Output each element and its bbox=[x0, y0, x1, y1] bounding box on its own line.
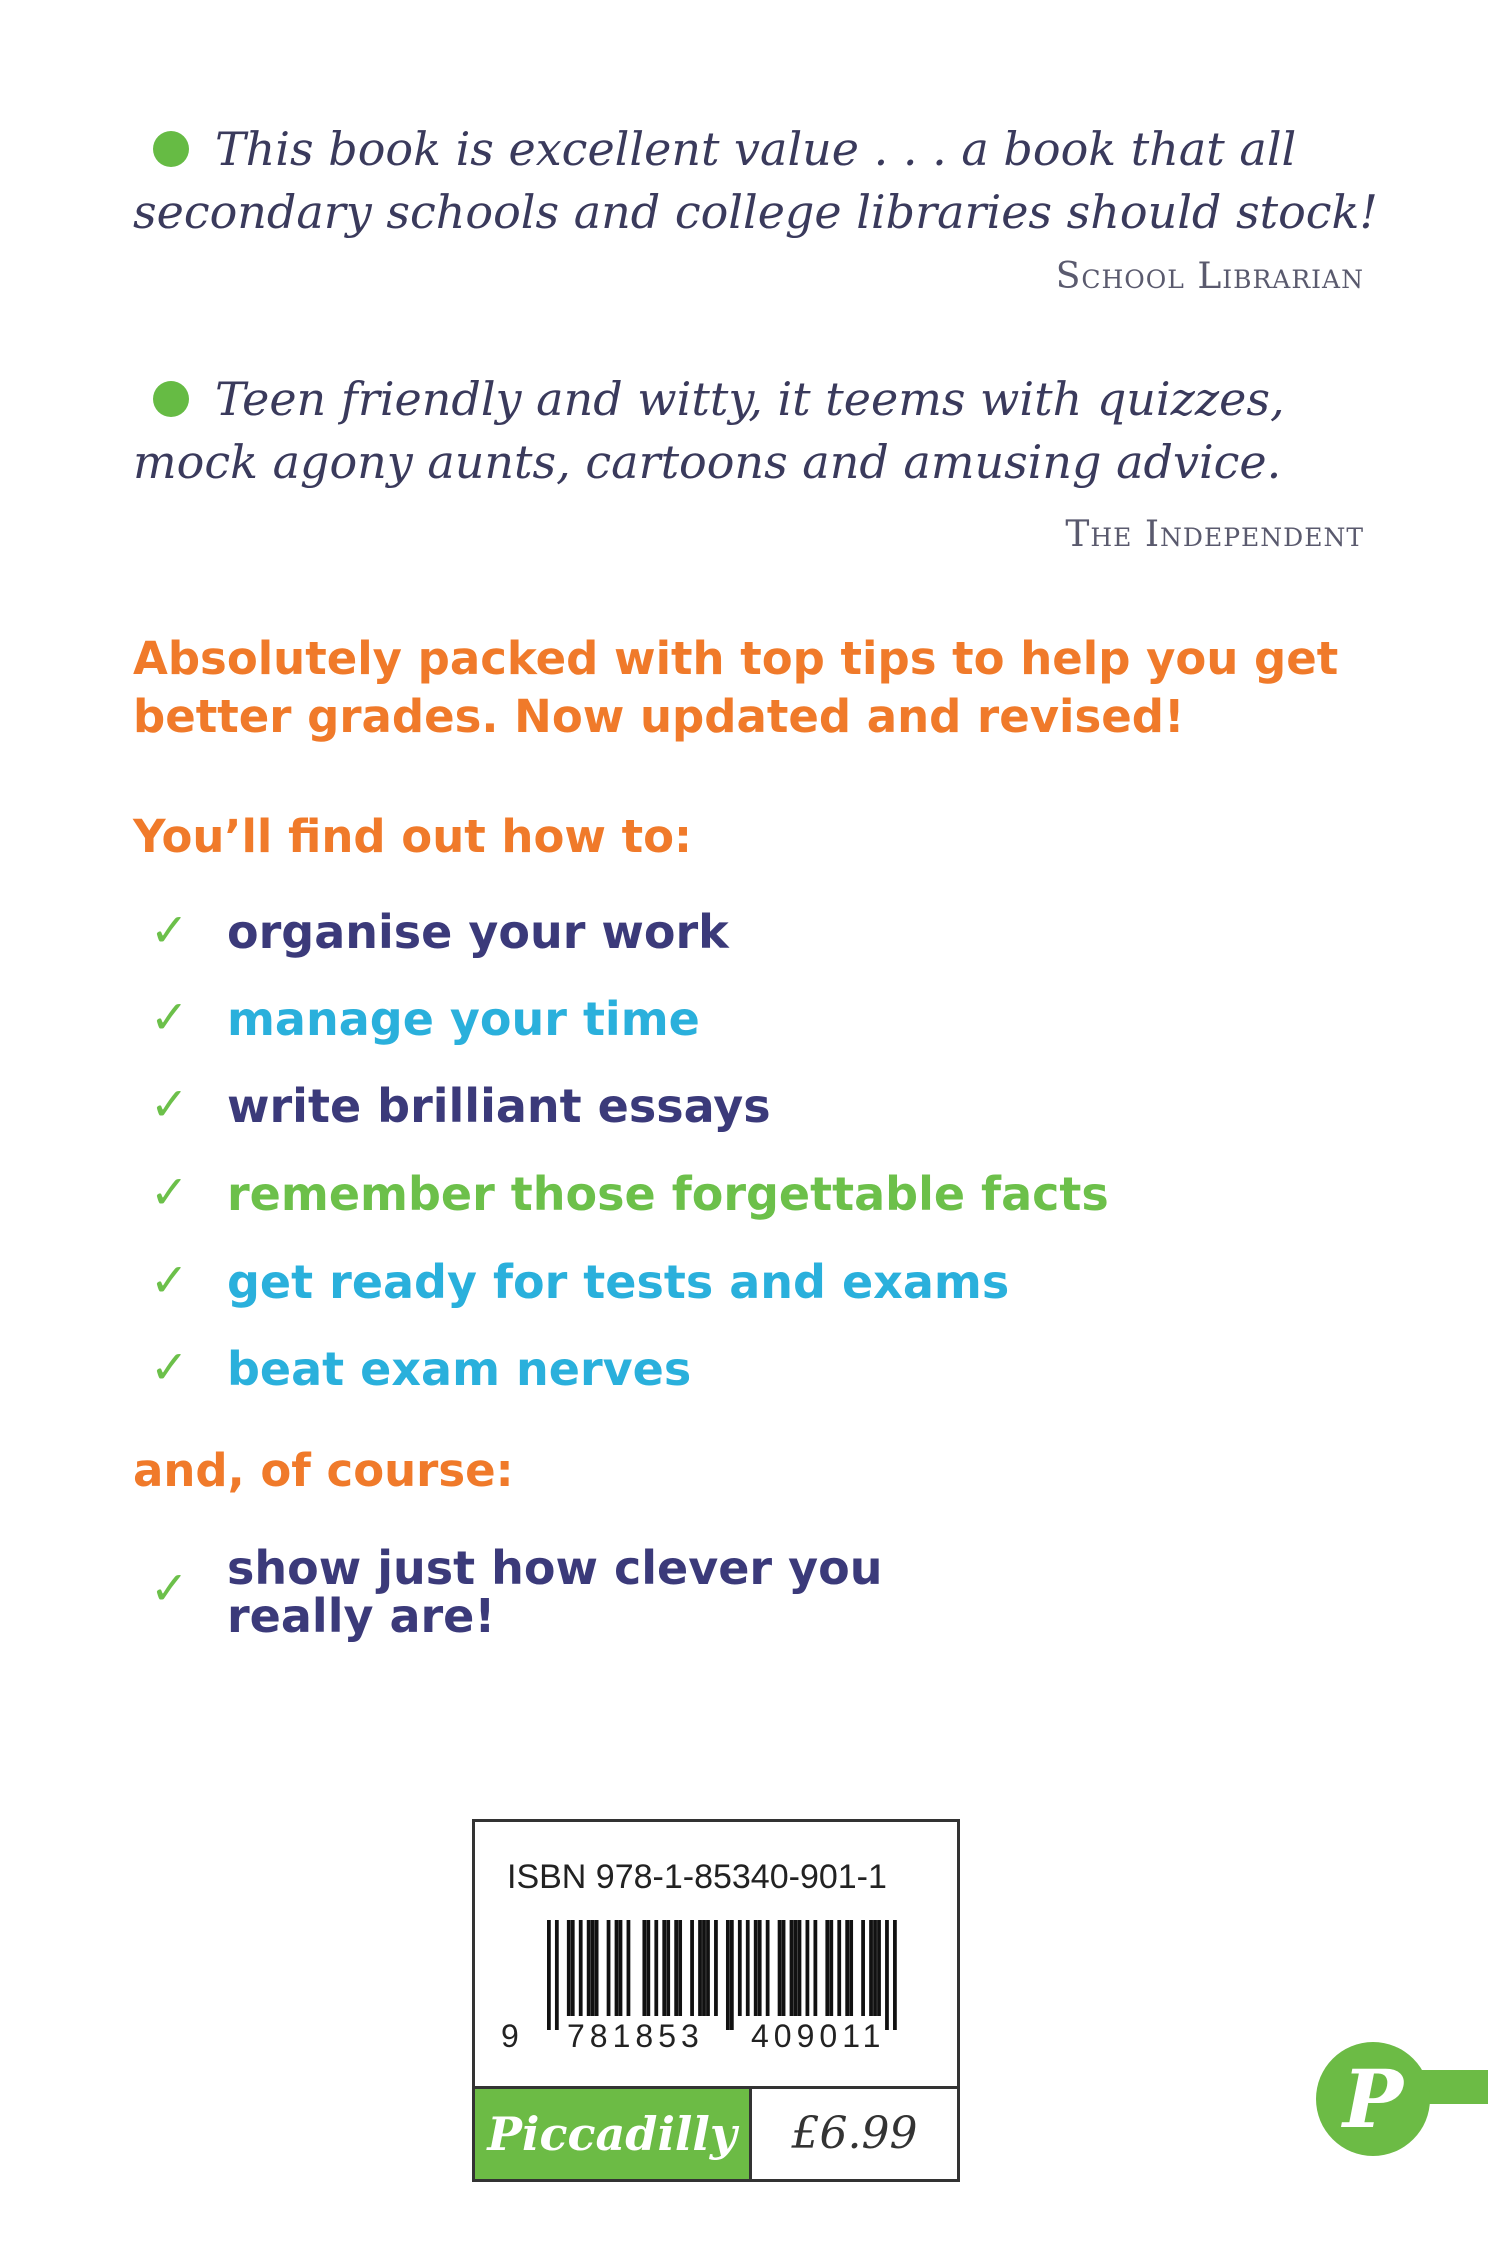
barcode-bar bbox=[646, 1920, 650, 2016]
barcode-bar bbox=[782, 1920, 786, 2016]
and-of-course-heading: and, of course: bbox=[133, 1444, 514, 1497]
barcode-bar bbox=[845, 1920, 849, 2016]
barcode-bars bbox=[547, 1920, 897, 2030]
barcode-bar bbox=[654, 1920, 658, 2016]
barcode-bar bbox=[794, 1920, 798, 2016]
barcode-bar bbox=[813, 1920, 817, 2016]
publisher-p-logo-icon: P bbox=[1316, 2042, 1430, 2156]
final-item-line-2: really are! bbox=[227, 1589, 496, 1643]
barcode-bar bbox=[595, 1920, 599, 2016]
barcode-bar bbox=[714, 1920, 718, 2016]
review-quote-1 bbox=[133, 118, 1378, 244]
barcode-digit-first: 9 bbox=[501, 2018, 519, 2054]
barcode-bar bbox=[674, 1920, 678, 2016]
barcode-bar bbox=[587, 1920, 591, 2016]
intro-line-2: better grades. Now updated and revised! bbox=[133, 690, 1185, 743]
intro-line-1: Absolutely packed with top tips to help you get bbox=[133, 632, 1339, 685]
barcode-bar bbox=[571, 1920, 575, 2016]
check-icon: ✓ bbox=[150, 1561, 189, 1615]
check-icon: ✓ bbox=[150, 1340, 189, 1394]
barcode-bar bbox=[698, 1920, 702, 2016]
checklist-item-text: manage your time bbox=[227, 992, 700, 1046]
quote-2-line-2: mock agony aunts, cartoons and amusing advice. bbox=[133, 435, 1282, 489]
barcode-bar bbox=[627, 1920, 631, 2016]
barcode-bar bbox=[758, 1920, 762, 2016]
barcode-digits-group-1: 781853 bbox=[567, 2018, 704, 2054]
barcode-bar bbox=[738, 1920, 742, 2016]
barcode-bar bbox=[579, 1920, 583, 2016]
green-bullet-icon bbox=[153, 131, 189, 167]
review-quote-2 bbox=[133, 368, 1373, 494]
checklist-item-text: remember those forgettable facts bbox=[227, 1167, 1109, 1221]
barcode-bar bbox=[873, 1920, 877, 2016]
barcode-bar bbox=[829, 1920, 833, 2016]
barcode-bar bbox=[607, 1920, 611, 2016]
checklist-item-text: organise your work bbox=[227, 905, 729, 959]
barcode-bar bbox=[690, 1920, 694, 2016]
barcode-bar bbox=[849, 1920, 853, 2016]
barcode-bar bbox=[591, 1920, 595, 2016]
barcode-bar bbox=[778, 1920, 782, 2016]
barcode-bar bbox=[642, 1920, 646, 2016]
barcode-bar bbox=[885, 1920, 889, 2030]
price: £6.99 bbox=[791, 2108, 918, 2159]
check-icon: ✓ bbox=[150, 1165, 189, 1219]
quote-2-line-1: Teen friendly and witty, it teems with quizzes, bbox=[133, 368, 1373, 431]
check-icon: ✓ bbox=[150, 1253, 189, 1307]
barcode-digits-group-2: 409011 bbox=[751, 2018, 886, 2054]
quote-2-source: The Independent bbox=[1065, 514, 1364, 555]
barcode-bar bbox=[555, 1920, 559, 2030]
barcode-bar bbox=[619, 1920, 623, 2016]
barcode-bar bbox=[806, 1920, 810, 2016]
barcode-box bbox=[472, 1819, 960, 2182]
barcode-bar bbox=[615, 1920, 619, 2016]
barcode-bar bbox=[678, 1920, 682, 2016]
publisher-price-row bbox=[475, 2086, 957, 2179]
checklist-item-text: beat exam nerves bbox=[227, 1342, 692, 1396]
barcode-bar bbox=[702, 1920, 706, 2016]
barcode-bar bbox=[837, 1920, 841, 2016]
barcode-bar bbox=[790, 1920, 794, 2016]
barcode-bar bbox=[754, 1920, 758, 2016]
barcode-bar bbox=[869, 1920, 873, 2016]
barcode-bar bbox=[547, 1920, 551, 2030]
find-out-heading: You’ll find out how to: bbox=[133, 810, 693, 863]
final-item-line-1: show just how clever you bbox=[227, 1541, 883, 1595]
barcode-digits bbox=[501, 2018, 941, 2058]
barcode-bar bbox=[666, 1920, 670, 2016]
barcode-bar bbox=[798, 1920, 802, 2016]
check-icon: ✓ bbox=[150, 1077, 189, 1131]
barcode-bar bbox=[893, 1920, 897, 2030]
barcode-bar bbox=[662, 1920, 666, 2016]
barcode-bar bbox=[726, 1920, 730, 2030]
barcode-bar bbox=[746, 1920, 750, 2016]
publisher-logo-text: Piccadilly bbox=[475, 2089, 752, 2179]
quote-1-line-2: secondary schools and college libraries should stock! bbox=[133, 185, 1378, 239]
check-icon: ✓ bbox=[150, 990, 189, 1044]
quote-1-line-1: This book is excellent value . . . a book that all bbox=[133, 118, 1373, 181]
barcode-bar bbox=[567, 1920, 571, 2016]
barcode-bar bbox=[706, 1920, 710, 2016]
isbn-text: ISBN 978-1-85340-901-1 bbox=[507, 1858, 887, 1896]
check-icon: ✓ bbox=[150, 903, 189, 957]
quote-1-source: School Librarian bbox=[1055, 256, 1364, 297]
barcode-bar bbox=[825, 1920, 829, 2016]
barcode-bar bbox=[861, 1920, 865, 2016]
barcode-bar bbox=[877, 1920, 881, 2016]
green-bullet-icon bbox=[153, 381, 189, 417]
barcode-bar bbox=[766, 1920, 770, 2016]
checklist-item-text: write brilliant essays bbox=[227, 1079, 771, 1133]
barcode-bar bbox=[730, 1920, 734, 2030]
checklist-item-text: get ready for tests and exams bbox=[227, 1255, 1010, 1309]
